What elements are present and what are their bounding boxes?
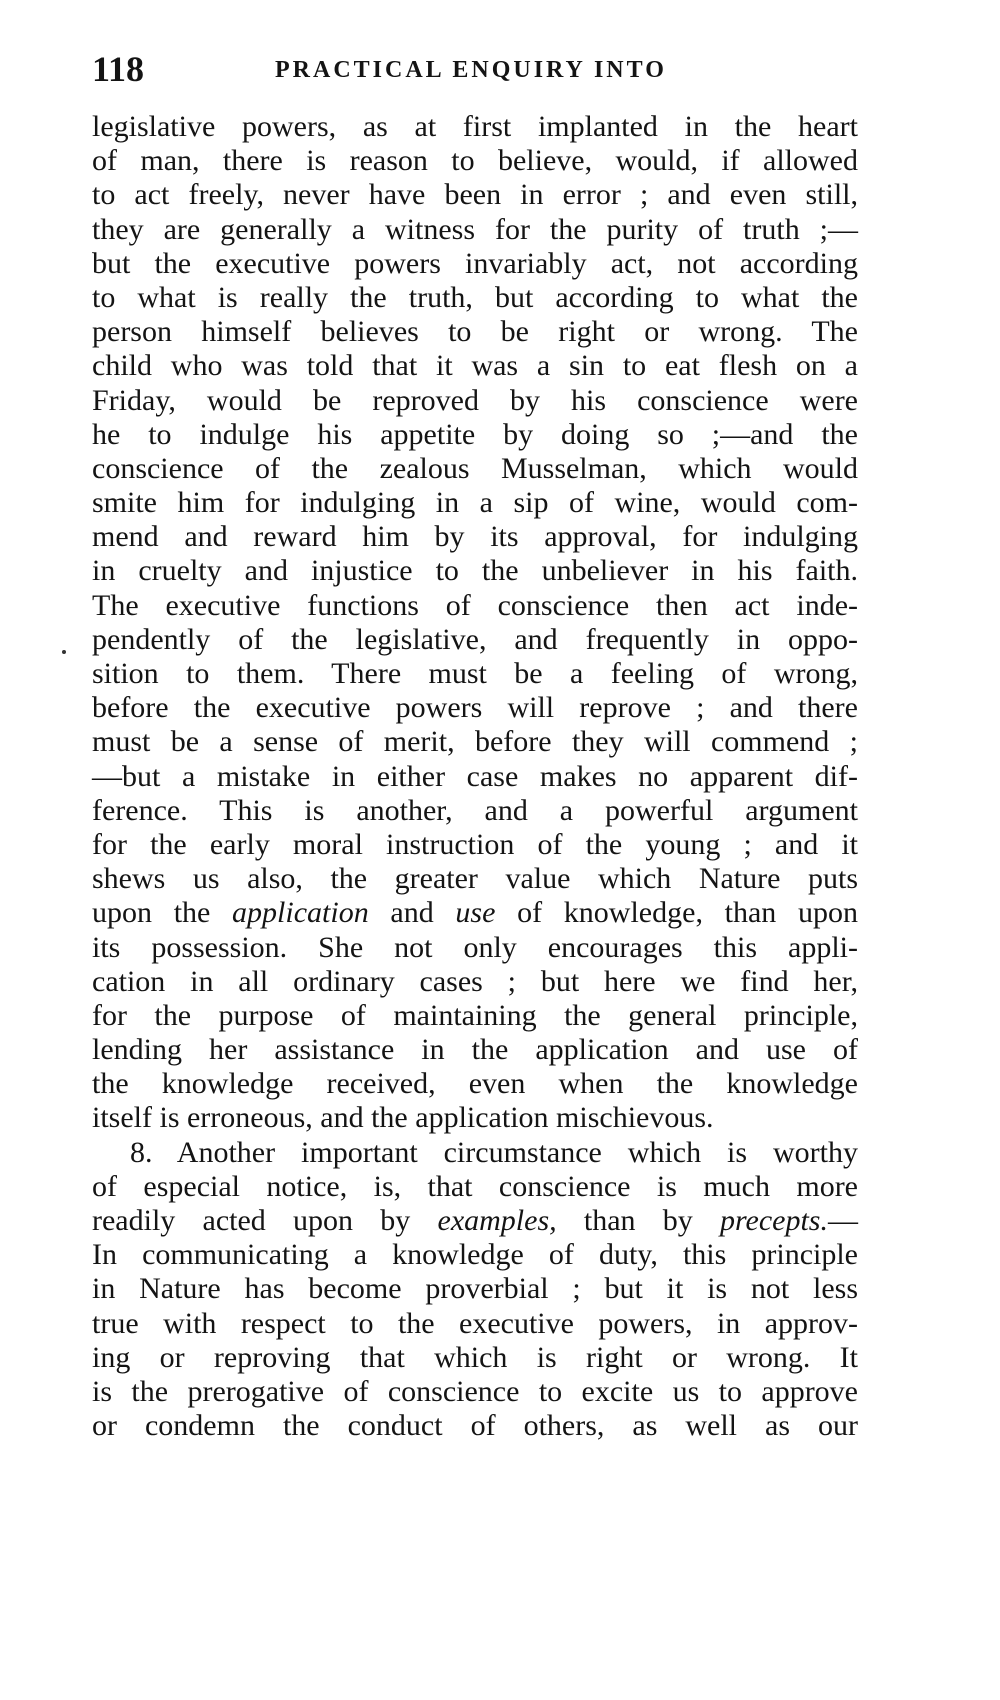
line-text: and — [368, 896, 456, 930]
text-line — [92, 486, 858, 520]
text-line — [92, 144, 858, 178]
emphasis-text: application — [232, 896, 369, 930]
text-line — [92, 1033, 858, 1067]
line-text: readily acted upon by — [92, 1204, 438, 1237]
line-text: — — [828, 1204, 858, 1237]
line-text: In communicating a knowledge of duty, this principle — [92, 1238, 858, 1272]
line-text: true with respect to the executive powers, in approv- — [92, 1306, 858, 1340]
text-line — [92, 247, 858, 281]
text-line — [92, 1204, 858, 1238]
text-line — [92, 315, 858, 349]
line-text: The executive functions of conscience then act inde- — [92, 588, 858, 622]
text-line — [92, 1101, 858, 1135]
line-text: Friday, would be reproved by his conscience were — [92, 383, 858, 417]
line-text: of man, there is reason to believe, would, if allowed — [92, 144, 858, 178]
text-line — [92, 349, 858, 383]
line-text: upon the — [92, 896, 233, 930]
line-text: shews us also, the greater value which Nature puts — [92, 862, 858, 896]
line-text: for the purpose of maintaining the general principle, — [92, 998, 858, 1032]
text-line — [92, 965, 858, 999]
text-line — [92, 623, 858, 657]
line-text: cation in all ordinary cases ; but here we find her, — [92, 964, 858, 998]
emphasis-text: use — [455, 896, 496, 930]
text-line — [92, 760, 858, 794]
line-text: mend and reward him by its approval, for indulging — [92, 520, 858, 554]
text-line — [92, 725, 858, 759]
text-line — [92, 178, 858, 212]
text-line — [92, 1409, 858, 1443]
line-text: of especial notice, is, that conscience is much more — [92, 1169, 858, 1203]
line-text: than by — [556, 1204, 720, 1237]
line-text: ference. This is another, and a powerful argument — [92, 793, 858, 827]
line-text: but the executive powers invariably act, not according — [92, 246, 858, 280]
body-text — [92, 110, 858, 1443]
line-text: conscience of the zealous Musselman, which would — [92, 451, 858, 485]
text-line — [92, 213, 858, 247]
line-text: lending her assistance in the application and use of — [92, 1033, 858, 1067]
line-text: its possession. She not only encourages this appli- — [92, 930, 858, 964]
line-text: person himself believes to be right or wrong. The — [92, 315, 858, 349]
text-line — [92, 828, 858, 862]
text-line — [92, 589, 858, 623]
running-title: PRACTICAL ENQUIRY INTO — [275, 57, 667, 83]
line-text: is the prerogative of conscience to excite us to approve — [92, 1374, 858, 1408]
line-text: pendently of the legislative, and frequently in oppo- — [92, 622, 858, 656]
line-text: in Nature has become proverbial ; but it is not less — [92, 1272, 858, 1306]
line-text: 8. Another important circumstance which is worthy — [130, 1135, 858, 1169]
line-text: before the executive powers will reprove ; and there — [92, 691, 858, 725]
line-text: to act freely, never have been in error ; and even still, — [92, 178, 858, 212]
text-line — [92, 1067, 858, 1101]
page-number: 118 — [92, 49, 145, 89]
line-text: they are generally a witness for the purity of truth ;— — [92, 212, 858, 246]
text-line — [92, 281, 858, 315]
line-text: sition to them. There must be a feeling of wrong, — [92, 657, 858, 690]
line-text: of knowledge, than upon — [495, 896, 858, 930]
line-text: ing or reproving that which is right or wrong. It — [92, 1340, 858, 1374]
text-line — [92, 384, 858, 418]
line-text: or condemn the conduct of others, as well as our — [92, 1409, 858, 1443]
emphasis-text: examples, — [437, 1204, 557, 1237]
line-text: itself is erroneous, and the application mischievous. — [92, 1101, 714, 1135]
line-text: —but a mistake in either case makes no apparent dif- — [92, 759, 858, 793]
line-text: smite him for indulging in a sip of wine, would com- — [92, 486, 858, 520]
line-text: must be a sense of merit, before they will commend ; — [92, 725, 858, 759]
text-line — [92, 1307, 858, 1341]
text-line — [92, 110, 858, 144]
line-text: the knowledge received, even when the knowledge — [92, 1067, 858, 1101]
text-line — [92, 999, 858, 1033]
text-line — [92, 794, 858, 828]
text-line — [92, 1375, 858, 1409]
text-line — [92, 862, 858, 896]
text-line — [92, 1272, 858, 1306]
paragraph-start-line — [92, 1136, 858, 1170]
line-text: in cruelty and injustice to the unbeliever in his faith. — [92, 554, 858, 588]
line-text: for the early moral instruction of the young ; and it — [92, 827, 858, 861]
text-line — [92, 520, 858, 554]
text-line — [92, 452, 858, 486]
margin-dot-mark — [62, 650, 66, 654]
text-line — [92, 691, 858, 725]
text-line — [92, 1170, 858, 1204]
text-line — [92, 896, 858, 930]
text-line — [92, 657, 858, 691]
line-text: to what is really the truth, but according to what the — [92, 280, 858, 314]
text-line — [92, 1341, 858, 1375]
text-line — [92, 554, 858, 588]
text-line — [92, 418, 858, 452]
line-text: he to indulge his appetite by doing so ;—and the — [92, 417, 858, 451]
text-line — [92, 1238, 858, 1272]
page-header — [92, 44, 882, 94]
line-text: legislative powers, as at first implanted in the heart — [92, 110, 858, 143]
line-text: child who was told that it was a sin to eat flesh on a — [92, 349, 858, 383]
text-line — [92, 931, 858, 965]
emphasis-text: precepts. — [719, 1204, 828, 1237]
